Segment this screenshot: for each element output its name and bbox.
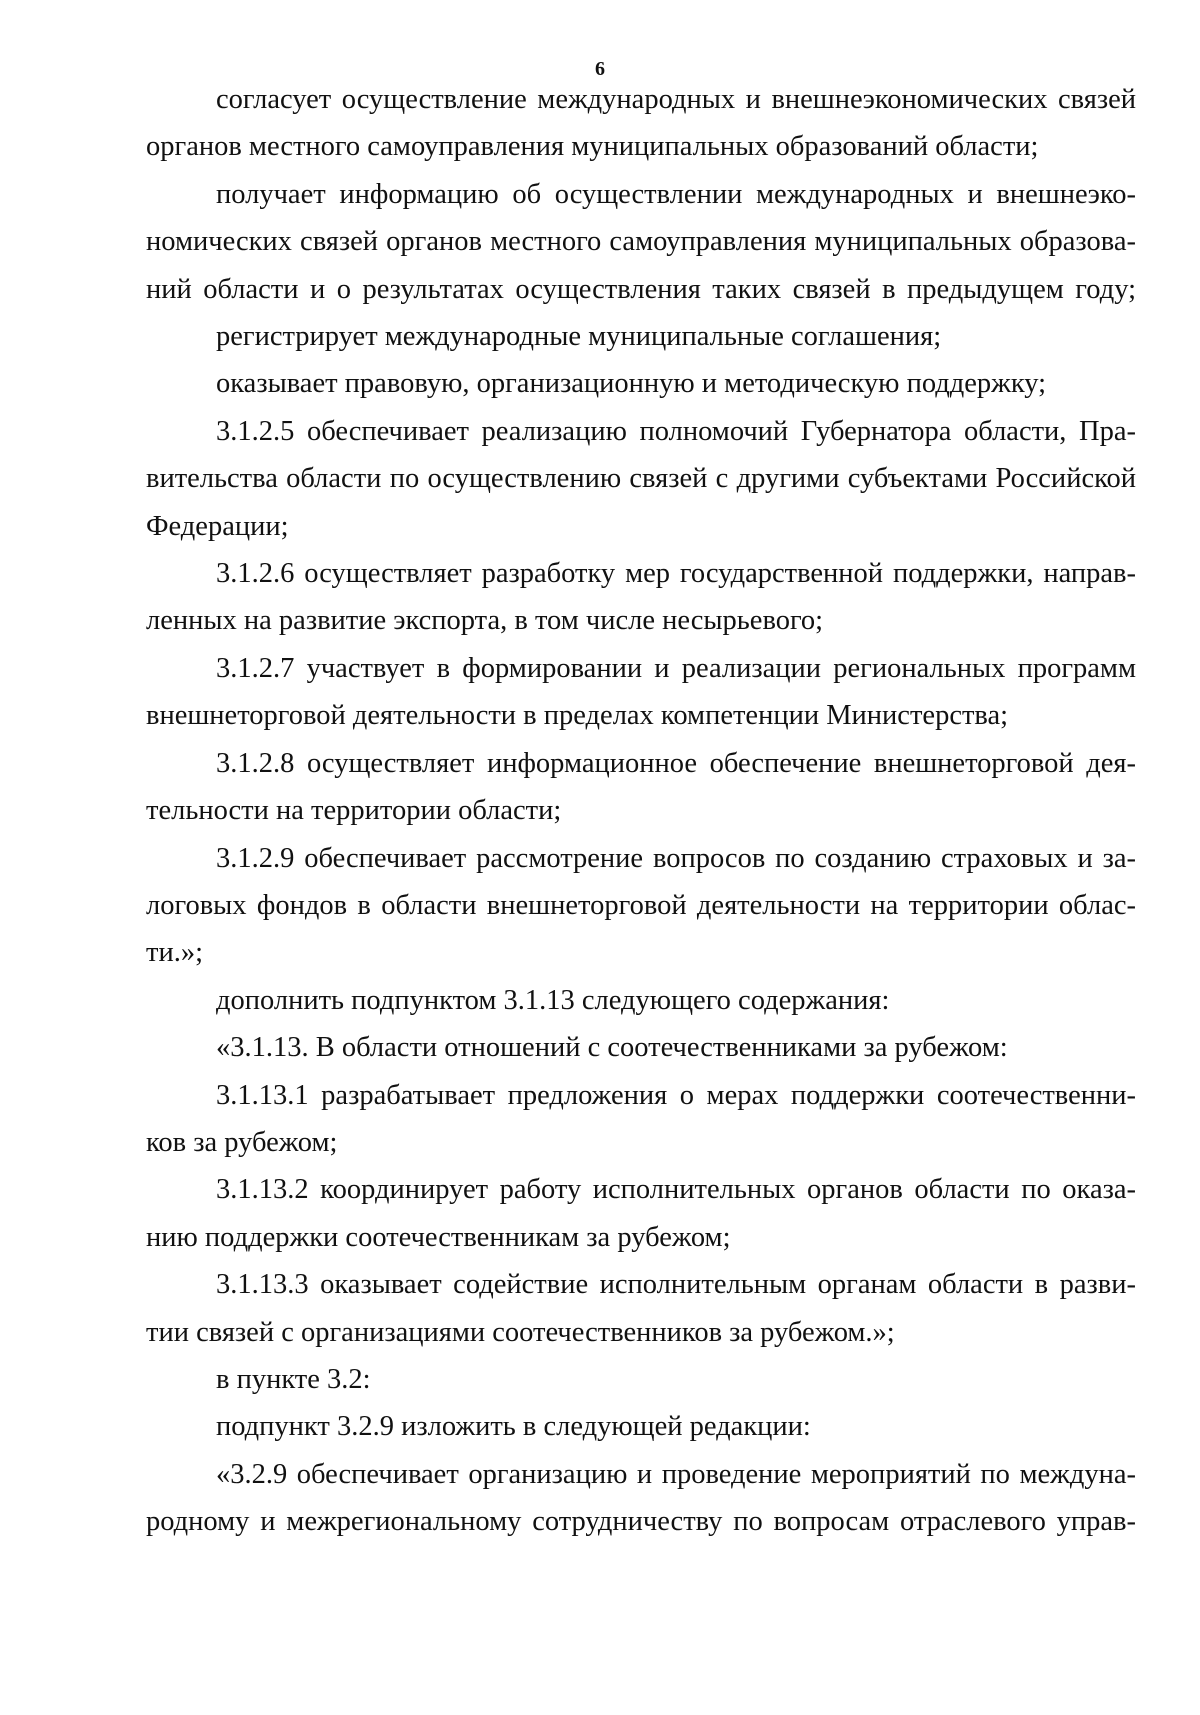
- text-line: «3.1.13. В области отношений с соотечественниками за рубежом:: [216, 1032, 1008, 1064]
- document-body: [146, 76, 1136, 1546]
- text-line: получает информацию об осуществлении международных и внешнеэко-: [216, 178, 1136, 210]
- text-line: согласует осуществление международных и внешнеэкономических связей: [216, 84, 1136, 115]
- text-line: 3.1.2.9 обеспечивает рассмотрение вопросов по созданию страховых и за-: [216, 842, 1136, 874]
- text-line: ков за рубежом;: [146, 1126, 338, 1158]
- text-line: родному и межрегиональному сотрудничеству по вопросам отраслевого управ-: [146, 1506, 1136, 1538]
- text-line: внешнеторговой деятельности в пределах компетенции Министерства;: [146, 700, 1009, 732]
- text-line: тельности на территории области;: [146, 795, 562, 827]
- text-line: вительства области по осуществлению связей с другими субъектами Российской: [146, 463, 1136, 495]
- text-line: 3.1.2.6 осуществляет разработку мер государственной поддержки, направ-: [216, 558, 1136, 590]
- text-line: логовых фондов в области внешнеторговой деятельности на территории облас-: [146, 889, 1136, 921]
- text-line: 3.1.13.3 оказывает содействие исполнительным органам области в разви-: [216, 1269, 1136, 1301]
- text-line: ти.»;: [146, 937, 203, 969]
- text-line: 3.1.13.2 координирует работу исполнительных органов области по оказа-: [216, 1174, 1136, 1206]
- text-line: ний области и о результатах осуществления таких связей в предыдущем году;: [146, 273, 1136, 305]
- text-line: 3.1.2.5 обеспечивает реализацию полномочий Губернатора области, Пра-: [216, 415, 1136, 447]
- text-line: Федерации;: [146, 510, 289, 542]
- page-number: 6: [595, 58, 605, 80]
- text-line: в пункте 3.2:: [216, 1363, 371, 1395]
- text-line: номических связей органов местного самоуправления муниципальных образова-: [146, 226, 1136, 258]
- text-line: 3.1.2.8 осуществляет информационное обеспечение внешнеторговой дея-: [216, 747, 1136, 779]
- text-line: дополнить подпунктом 3.1.13 следующего содержания:: [216, 984, 890, 1016]
- text-line: 3.1.13.1 разрабатывает предложения о мерах поддержки соотечественни-: [216, 1079, 1136, 1111]
- text-line: оказывает правовую, организационную и методическую поддержку;: [216, 368, 1047, 400]
- text-line: подпункт 3.2.9 изложить в следующей редакции:: [216, 1411, 811, 1443]
- text-line: регистрирует международные муниципальные соглашения;: [216, 321, 942, 353]
- text-line: ленных на развитие экспорта, в том числе несырьевого;: [146, 605, 824, 637]
- text-line: тии связей с организациями соотечественников за рубежом.»;: [146, 1316, 895, 1348]
- text-line: нию поддержки соотечественникам за рубежом;: [146, 1221, 731, 1253]
- text-line: 3.1.2.7 участвует в формировании и реализации региональных программ: [216, 652, 1136, 684]
- text-line: органов местного самоуправления муниципальных образований области;: [146, 131, 1039, 163]
- text-line: «3.2.9 обеспечивает организацию и проведение мероприятий по междуна-: [216, 1458, 1136, 1490]
